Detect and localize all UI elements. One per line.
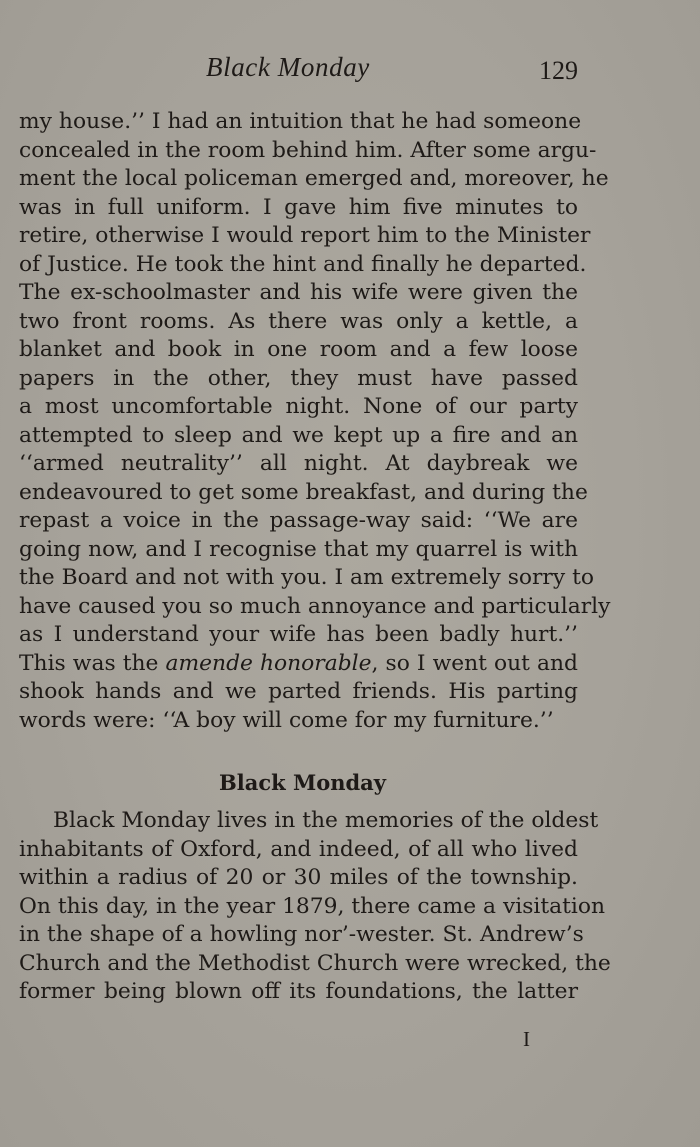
text-line: in the shape of a howling nor’-wester. St. Andrew’s — [19, 922, 584, 947]
text-segment: , so I went out and — [371, 650, 578, 676]
page-number: 129 — [539, 56, 578, 85]
italic-phrase: amende honorable — [165, 650, 372, 676]
text-line: inhabitants of Oxford, and indeed, of all who lived — [19, 836, 578, 862]
section-heading: Black Monday — [219, 770, 386, 795]
text-line: ‘‘armed neutrality’’ all night. At daybreak we — [19, 451, 578, 476]
text-line: as I understand your wife has been badly hurt.’’ — [19, 622, 578, 647]
text-line: repast a voice in the passage-way said: ‘‘We are — [19, 508, 578, 533]
text-line: On this day, in the year 1879, there came a visitation — [19, 893, 606, 919]
text-line: former being blown off its foundations, the latter — [19, 979, 578, 1004]
text-line: my house.’’ I had an intuition that he had someone — [19, 109, 582, 134]
text-line: shook hands and we parted friends. His parting — [19, 679, 578, 704]
text-line: going now, and I recognise that my quarrel is with — [19, 536, 578, 562]
text-line: Black Monday lives in the memories of the oldest — [53, 808, 599, 833]
paragraph-1 — [19, 108, 611, 735]
text-line-amende — [19, 650, 578, 679]
text-line: papers in the other, they must have passed — [19, 365, 578, 391]
text-line: attempted to sleep and we kept up a fire and an — [19, 422, 578, 448]
text-line: a most uncomfortable night. None of our party — [19, 394, 578, 419]
text-segment: This was the — [19, 650, 166, 676]
text-line: was in full uniform. I gave him five minutes to — [19, 194, 578, 220]
paragraph-2 — [19, 807, 611, 1007]
text-line: concealed in the room behind him. After some argu- — [19, 137, 597, 163]
text-line: the Board and not with you. I am extremely sorry to — [19, 565, 594, 590]
text-line: ment the local policeman emerged and, moreover, he — [19, 166, 609, 191]
text-line: within a radius of 20 or 30 miles of the township. — [19, 865, 578, 890]
text-line: retire, otherwise I would report him to the Minister — [19, 223, 591, 248]
text-line: blanket and book in one room and a few loose — [19, 337, 578, 362]
running-title: Black Monday — [206, 52, 370, 82]
text-line: endeavoured to get some breakfast, and during the — [19, 479, 588, 505]
text-line: words were: ‘‘A boy will come for my furniture.’’ — [19, 707, 554, 733]
signature-mark: I — [523, 1027, 530, 1051]
text-line: The ex-schoolmaster and his wife were given the — [19, 280, 578, 305]
text-line: Church and the Methodist Church were wrecked, the — [19, 950, 611, 976]
text-line: have caused you so much annoyance and particularly — [19, 593, 611, 619]
text-line: two front rooms. As there was only a kettle, a — [19, 308, 578, 334]
text-line: of Justice. He took the hint and finally he departed. — [19, 251, 587, 277]
